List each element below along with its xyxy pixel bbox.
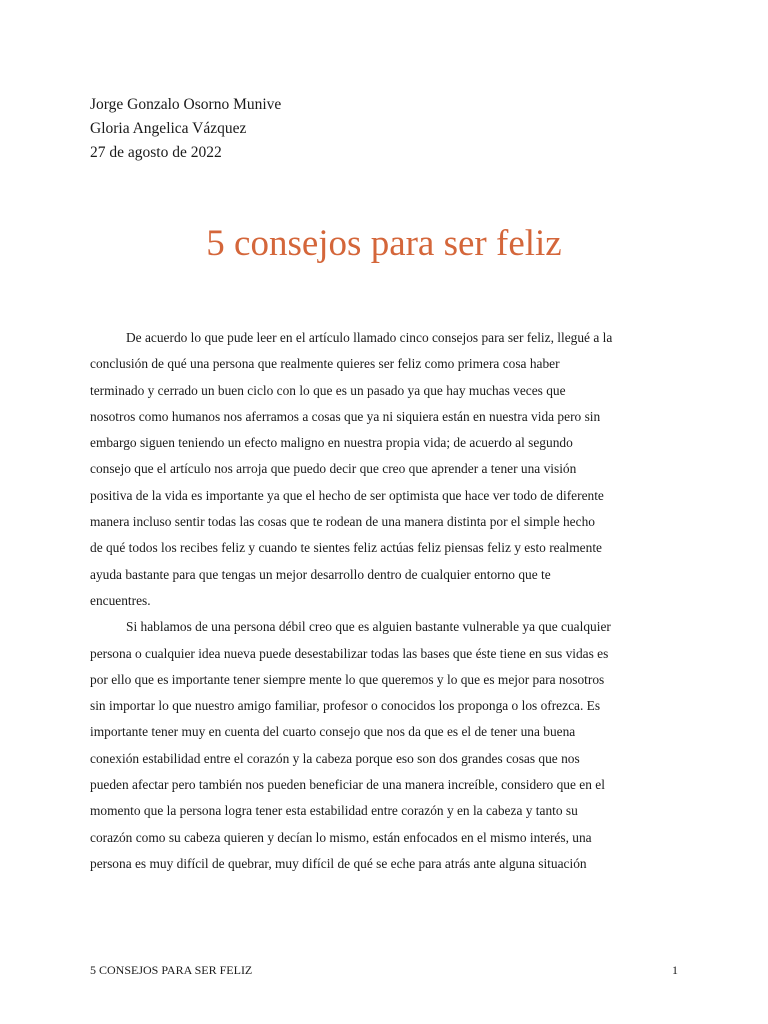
paragraph-line: persona o cualquier idea nueva puede desestabilizar todas las bases que éste tiene en sus vidas es <box>90 645 609 661</box>
paragraph-line: momento que la persona logra tener esta estabilidad entre corazón y en la cabeza y tanto su <box>90 803 578 819</box>
page-number: 1 <box>672 963 678 977</box>
paragraph-line: de qué todos los recibes feliz y cuando te sientes feliz actúas feliz piensas feliz y esto realmente <box>90 540 602 556</box>
paragraph-line: nosotros como humanos nos aferramos a cosas que ya ni siquiera están en nuestra vida pero sin <box>90 408 601 424</box>
document-date: 27 de agosto de 2022 <box>90 144 222 161</box>
paragraph-line: encuentres. <box>90 592 151 608</box>
paragraph-line: ayuda bastante para que tengas un mejor desarrollo dentro de cualquier entorno que te <box>90 566 551 582</box>
paragraph-line: persona es muy difícil de quebrar, muy difícil de qué se eche para atrás ante alguna situación <box>90 855 587 871</box>
author-name: Jorge Gonzalo Osorno Munive <box>90 96 282 113</box>
running-title: 5 CONSEJOS PARA SER FELIZ <box>90 963 253 977</box>
paragraph-line: positiva de la vida es importante ya que el hecho de ser optimista que hace ver todo de diferente <box>90 487 604 503</box>
paragraph-line: sin importar lo que nuestro amigo familiar, profesor o conocidos los proponga o los ofrezca. Es <box>90 698 601 714</box>
paragraph-line: importante tener muy en cuenta del cuarto consejo que nos da que es el de tener una buena <box>90 724 576 740</box>
paragraph-line: manera incluso sentir todas las cosas que te rodean de una manera distinta por el simple hecho <box>90 514 595 530</box>
document-body <box>90 325 678 877</box>
paragraph-line: terminado y cerrado un buen ciclo con lo que es un pasado ya que hay muchas veces que <box>90 382 566 398</box>
paragraph-line: conclusión de qué una persona que realmente quieres ser feliz como primera cosa haber <box>90 356 560 372</box>
document-header <box>90 93 281 165</box>
paragraph-line: corazón como su cabeza quieren y decían lo mismo, están enfocados en el mismo interés, una <box>90 829 592 845</box>
document-title: 5 consejos para ser feliz <box>206 223 562 264</box>
paragraph-line: por ello que es importante tener siempre mente lo que queremos y lo que es mejor para nosotros <box>90 671 605 687</box>
author-name: Gloria Angelica Vázquez <box>90 120 247 137</box>
paragraph-line: De acuerdo lo que pude leer en el artículo llamado cinco consejos para ser feliz, llegué a la <box>126 330 613 345</box>
paragraph-line: consejo que el artículo nos arroja que puedo decir que creo que aprender a tener una visión <box>90 461 577 477</box>
paragraph-line: conexión estabilidad entre el corazón y la cabeza porque eso son dos grandes cosas que nos <box>90 750 580 766</box>
paragraph-line: Si hablamos de una persona débil creo que es alguien bastante vulnerable ya que cualquier <box>126 619 611 635</box>
paragraph-line: embargo siguen teniendo un efecto maligno en nuestra propia vida; de acuerdo al segundo <box>90 435 573 451</box>
paragraph-line: pueden afectar pero también nos pueden beneficiar de una manera increíble, considero que en el <box>90 777 605 793</box>
